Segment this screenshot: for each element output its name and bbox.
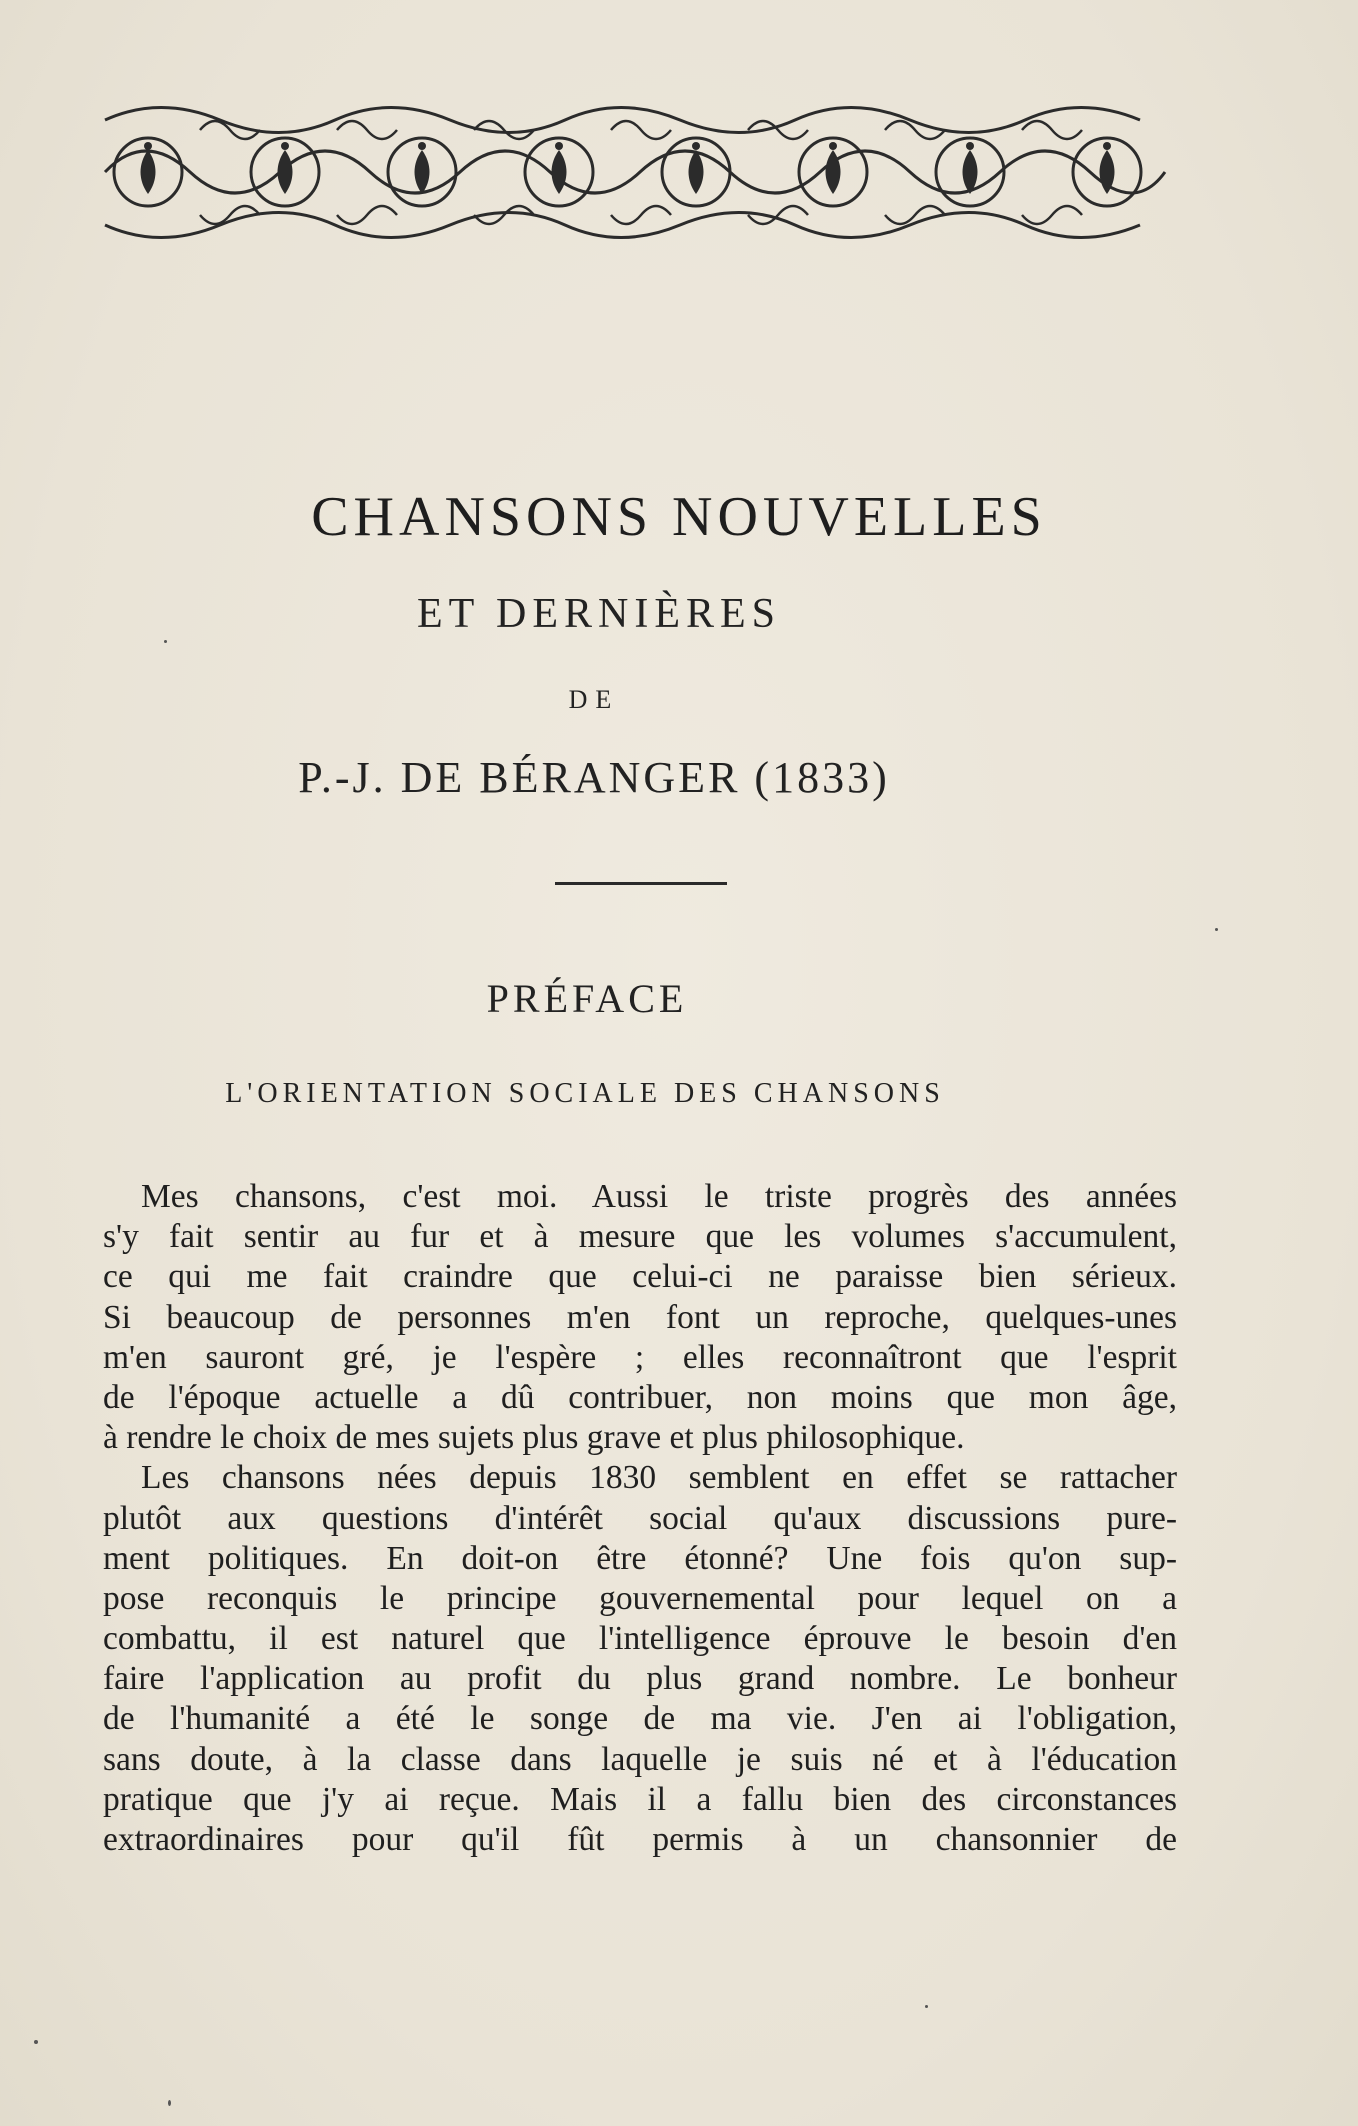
text-line: s'y fait sentir au fur et à mesure que les volumes s'accumulent, <box>103 1218 1177 1256</box>
text-line: Les chansons nées depuis 1830 semblent en effet se rattacher <box>141 1459 1177 1497</box>
floral-scroll-ornament-icon <box>100 100 1170 240</box>
paper-speck <box>1215 928 1218 931</box>
paper-speck <box>34 2040 38 2044</box>
paper-speck <box>925 2005 928 2008</box>
text-line: faire l'application au profit du plus grand nombre. Le bonheur <box>103 1660 1177 1698</box>
title-preposition: DE <box>568 685 620 714</box>
text-line: à rendre le choix de mes sujets plus grave et plus philosophique. <box>103 1419 965 1457</box>
text-line: m'en sauront gré, je l'espère ; elles reconnaîtront que l'esprit <box>103 1338 1177 1376</box>
preface-heading: PRÉFACE <box>486 976 688 1021</box>
text-line: de l'humanité a été le songe de ma vie. J'en ai l'obligation, <box>103 1700 1177 1738</box>
author-line: P.-J. DE BÉRANGER (1833) <box>298 753 890 802</box>
text-line: Si beaucoup de personnes m'en font un reproche, quelques-unes <box>103 1298 1177 1336</box>
text-line: ce qui me fait craindre que celui-ci ne paraisse bien sérieux. <box>103 1258 1177 1296</box>
text-line: ment politiques. En doit-on être étonné? Une fois qu'on sup- <box>103 1539 1177 1577</box>
section-title: L'ORIENTATION SOCIALE DES CHANSONS <box>225 1078 945 1109</box>
text-line: sans doute, à la classe dans laquelle je suis né et à l'éducation <box>103 1740 1177 1778</box>
paper-speck <box>164 640 167 643</box>
paper-speck <box>168 2100 171 2106</box>
text-line: pose reconquis le principe gouvernemental pour lequel on a <box>103 1579 1177 1617</box>
text-line: plutôt aux questions d'intérêt social qu'aux discussions pure- <box>103 1499 1177 1537</box>
book-title: CHANSONS NOUVELLES <box>311 486 1047 548</box>
text-line: Mes chansons, c'est moi. Aussi le triste progrès des années <box>141 1178 1177 1215</box>
book-subtitle: ET DERNIÈRES <box>416 591 782 637</box>
text-line: combattu, il est naturel que l'intelligence éprouve le besoin d'en <box>103 1620 1177 1658</box>
preface-body <box>103 1177 1177 1860</box>
text-line: pratique que j'y ai reçue. Mais il a fallu bien des circonstances <box>103 1780 1177 1818</box>
text-line: de l'époque actuelle a dû contribuer, non moins que mon âge, <box>103 1378 1177 1416</box>
title-divider <box>555 882 727 885</box>
text-line: extraordinaires pour qu'il fût permis à un chansonnier de <box>103 1821 1177 1858</box>
